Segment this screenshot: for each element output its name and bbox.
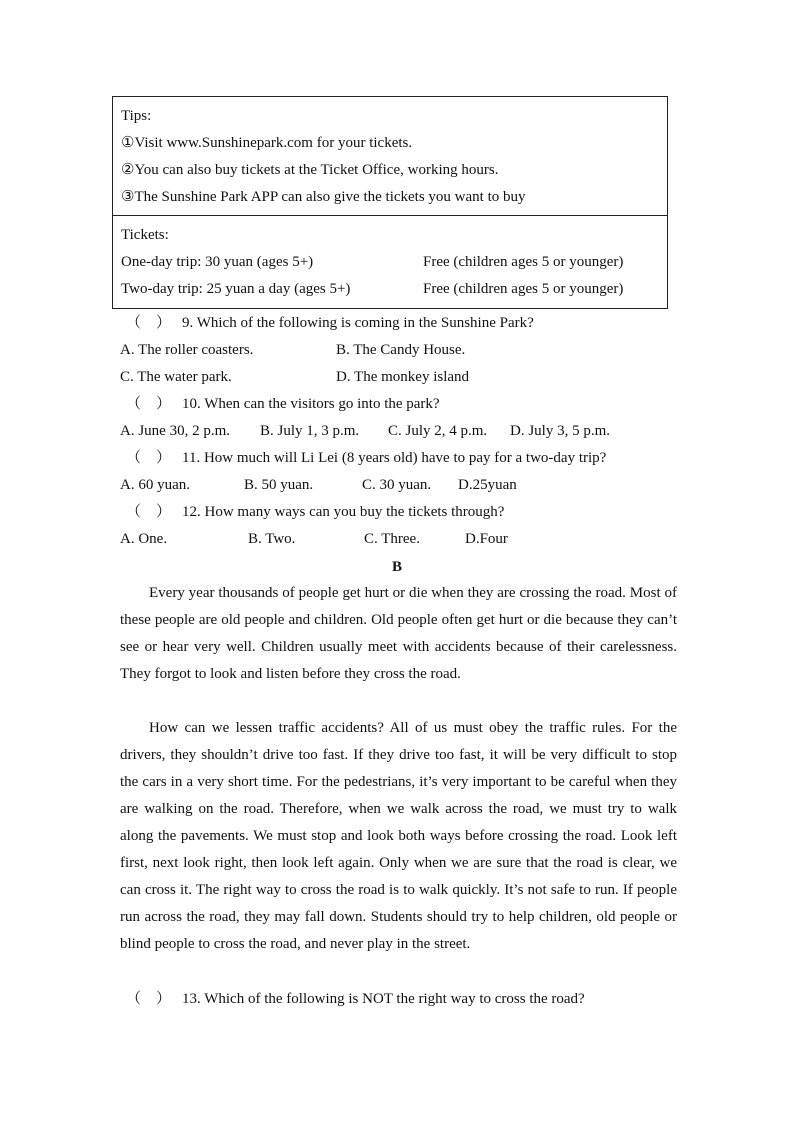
answer-blank[interactable]: （ ） [126, 315, 172, 331]
answer-blank[interactable]: （ ） [126, 504, 172, 520]
tips-title: Tips: [121, 108, 152, 124]
option-a: A. June 30, 2 p.m. [120, 423, 230, 439]
answer-blank[interactable]: （ ） [126, 991, 172, 1007]
question-text: 13. Which of the following is NOT the right way to cross the road? [182, 991, 585, 1007]
ticket-row [121, 249, 659, 276]
passage-paragraph-2: How can we lessen traffic accidents? All of us must obey the traffic rules. For the drivers, they shouldn’t drive too fast. If they drive too fast, it will be very difficult to stop the cars in a very short time. For the pedestrians, it’s very important to be careful when they are walking on the road. Therefore, when we walk across the road, we must try to walk along the pavements. We must stop and look both ways before crossing the road. Look left first, next look right, then look left again. Only when we are sure that the road is clear, we can cross it. The right way to cross the road is to walk quickly. It’s not safe to run. If people run across the road, they may fall down. Students should try to help children, old people or blind people to cross the road, and never play in the street. [120, 720, 677, 952]
answer-blank[interactable]: （ ） [126, 450, 172, 466]
ticket-free: Free (children ages 5 or younger) [423, 281, 624, 297]
question-text: 12. How many ways can you buy the tickets through? [182, 504, 505, 520]
info-box [112, 96, 668, 309]
ticket-trip: One-day trip: 30 yuan (ages 5+) [121, 254, 314, 270]
question-text: 10. When can the visitors go into the park? [182, 396, 440, 412]
option-c: C. July 2, 4 p.m. [388, 423, 488, 439]
option-d: D.Four [465, 531, 508, 547]
tips-section [113, 97, 667, 216]
option-b: B. July 1, 3 p.m. [260, 423, 360, 439]
question-9 [120, 310, 534, 337]
question-text: 9. Which of the following is coming in the Sunshine Park? [182, 315, 534, 331]
answer-blank[interactable]: （ ） [126, 396, 172, 412]
question-10 [120, 391, 440, 418]
section-b-heading: B [391, 559, 402, 575]
option-b: B. The Candy House. [336, 342, 466, 358]
option-c: C. 30 yuan. [362, 477, 432, 493]
tip-item: ③The Sunshine Park APP can also give the tickets you want to buy [121, 189, 526, 205]
tip-item: ①Visit www.Sunshinepark.com for your tickets. [121, 135, 413, 151]
question-13 [120, 986, 585, 1013]
option-a: A. The roller coasters. [120, 342, 254, 358]
option-b: B. 50 yuan. [244, 477, 314, 493]
option-a: A. One. [120, 531, 168, 547]
ticket-free: Free (children ages 5 or younger) [423, 254, 624, 270]
passage-paragraph-1: Every year thousands of people get hurt or die when they are crossing the road. Most of these people are old people and children. Old people often get hurt or die because they can’t see or hear very well. Children usually meet with accidents because of their carelessness. They forgot to look and listen before they cross the road. [120, 585, 677, 682]
option-d: D. The monkey island [336, 369, 470, 385]
tickets-section [113, 216, 667, 308]
ticket-trip: Two-day trip: 25 yuan a day (ages 5+) [121, 281, 351, 297]
question-12 [120, 499, 504, 526]
option-a: A. 60 yuan. [120, 477, 190, 493]
tickets-title: Tickets: [121, 227, 169, 243]
question-11 [120, 445, 606, 472]
tip-item: ②You can also buy tickets at the Ticket Office, working hours. [121, 162, 499, 178]
option-b: B. Two. [248, 531, 296, 547]
option-d: D. July 3, 5 p.m. [510, 423, 611, 439]
ticket-row [121, 276, 659, 303]
option-c: C. The water park. [120, 369, 232, 385]
option-d: D.25yuan [458, 477, 517, 493]
option-c: C. Three. [364, 531, 420, 547]
question-text: 11. How much will Li Lei (8 years old) have to pay for a two-day trip? [182, 450, 607, 466]
